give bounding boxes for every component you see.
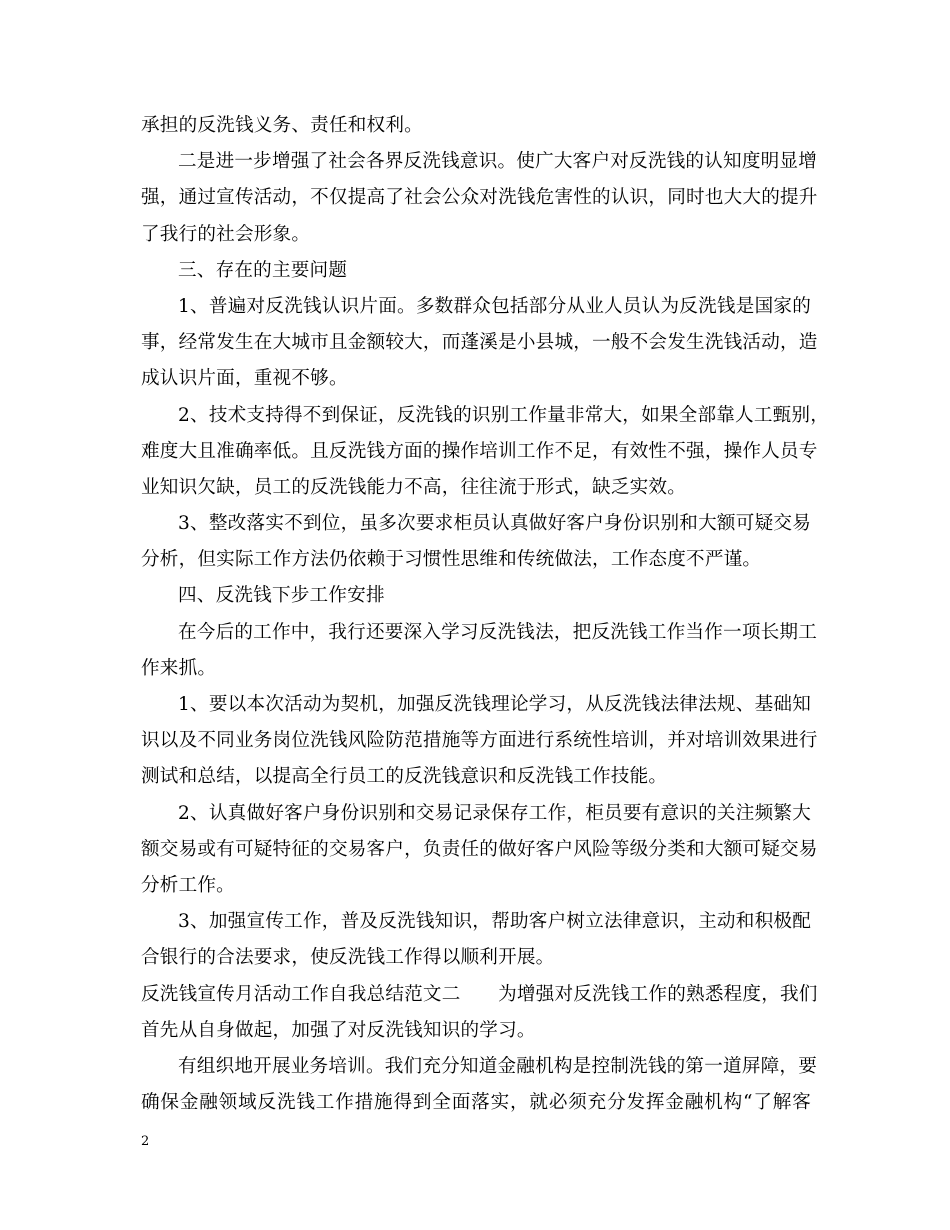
text-line: 承担的反洗钱义务、责任和权利。 bbox=[141, 115, 423, 136]
text-line: 有组织地开展业务培训。我们充分知道金融机构是控制洗钱的第一道屏障，要 bbox=[178, 1055, 817, 1077]
text-line: 首先从自身做起，加强了对反洗钱知识的学习。 bbox=[141, 1019, 536, 1041]
text-line: 难度大且准确率低。且反洗钱方面的操作培训工作不足，有效性不强，操作人员专 bbox=[141, 440, 818, 462]
text-line: 确保金融领域反洗钱工作措施得到全面落实，就必须充分发挥金融机构“了解客 bbox=[141, 1092, 811, 1114]
text-line: 二是进一步增强了社会各界反洗钱意识。使广大客户对反洗钱的认知度明显增 bbox=[178, 151, 817, 173]
text-line: 分析，但实际工作方法仍依赖于习惯性思维和传统做法，工作态度不严谨。 bbox=[141, 549, 762, 571]
text-line: 四、反洗钱下步工作安排 bbox=[178, 585, 385, 607]
page-number: 2 bbox=[141, 1134, 150, 1149]
text-line: 识以及不同业务岗位洗钱风险防范措施等方面进行系统性培训，并对培训效果进行 bbox=[141, 730, 818, 752]
text-line: 2、技术支持得不到保证，反洗钱的识别工作量非常大，如果全部靠人工甄别， bbox=[178, 404, 830, 426]
text-line: 业知识欠缺，员工的反洗钱能力不高，往往流于形式，缺乏实效。 bbox=[141, 476, 687, 498]
text-line: 分析工作。 bbox=[141, 874, 235, 896]
text-line: 三、存在的主要问题 bbox=[178, 259, 348, 281]
text-line: 作来抓。 bbox=[141, 657, 217, 679]
text-line: 合银行的合法要求，使反洗钱工作得以顺利开展。 bbox=[141, 947, 555, 969]
document-body bbox=[141, 108, 830, 1121]
text-line: 事，经常发生在大城市且金额较大，而蓬溪是小县城，一般不会发生洗钱活动，造 bbox=[141, 332, 818, 354]
text-line: 2、认真做好客户身份识别和交易记录保存工作，柜员要有意识的关注频繁大 bbox=[178, 802, 811, 824]
text-line: 在今后的工作中，我行还要深入学习反洗钱法，把反洗钱工作当作一项长期工 bbox=[178, 621, 817, 643]
text-line: 了我行的社会形象。 bbox=[141, 223, 311, 245]
text-line: 3、加强宣传工作，普及反洗钱知识，帮助客户树立法律意识，主动和积极配 bbox=[178, 911, 811, 933]
text-line: 强，通过宣传活动，不仅提高了社会公众对洗钱危害性的认识，同时也大大的提升 bbox=[141, 187, 818, 209]
text-line: 1、普遍对反洗钱认识片面。多数群众包括部分从业人员认为反洗钱是国家的 bbox=[178, 295, 811, 317]
text-line: 测试和总结，以提高全行员工的反洗钱意识和反洗钱工作技能。 bbox=[141, 766, 668, 788]
text-line: 额交易或有可疑特征的交易客户，负责任的做好客户风险等级分类和大额可疑交易 bbox=[141, 838, 818, 860]
text-line: 反洗钱宣传月活动工作自我总结范文二 为增强对反洗钱工作的熟悉程度，我们 bbox=[141, 983, 818, 1005]
text-line: 成认识片面，重视不够。 bbox=[141, 368, 348, 390]
text-line: 3、整改落实不到位，虽多次要求柜员认真做好客户身份识别和大额可疑交易 bbox=[178, 513, 811, 535]
text-line: 1、要以本次活动为契机，加强反洗钱理论学习，从反洗钱法律法规、基础知 bbox=[178, 694, 811, 715]
